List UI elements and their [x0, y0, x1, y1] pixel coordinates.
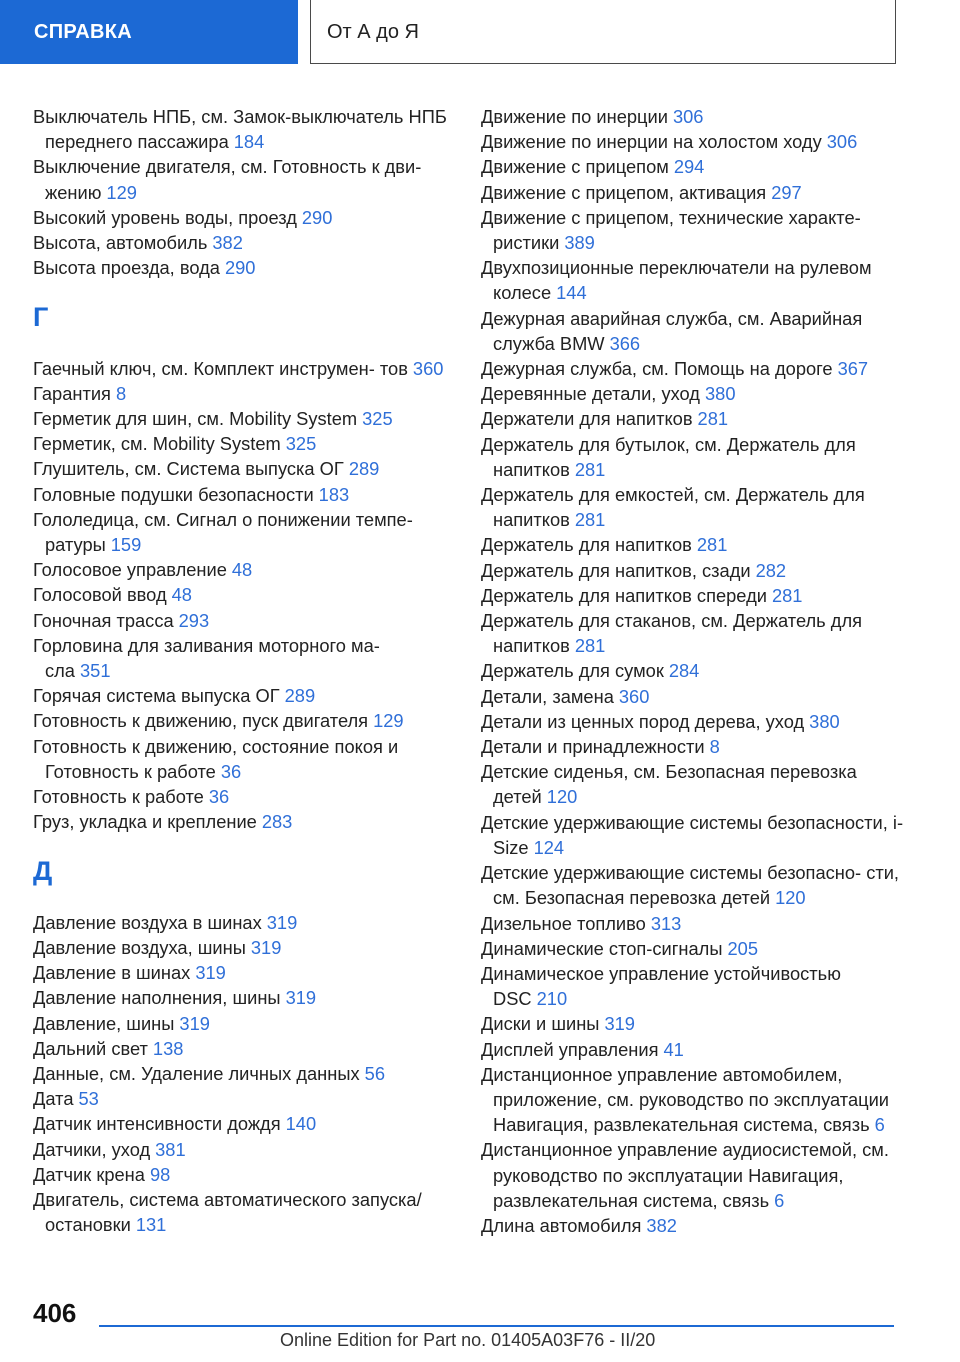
index-page-link[interactable]: 6: [874, 1114, 885, 1136]
index-entry-text: Динамические стоп-сигналы: [481, 937, 723, 959]
index-page-link[interactable]: 306: [672, 106, 704, 127]
index-entry-text: Герметик для шин, см. Mobility System: [33, 408, 358, 430]
index-entry: [481, 860, 911, 910]
index-entry-text: Голосовой ввод: [33, 584, 167, 606]
index-entry: [481, 381, 911, 406]
index-page-link[interactable]: 306: [826, 131, 858, 153]
index-page-link[interactable]: 144: [556, 282, 587, 304]
index-page-link[interactable]: 380: [704, 383, 736, 405]
index-entry: [33, 406, 448, 431]
index-letter-heading: Д: [33, 856, 53, 887]
index-entry-text: Давление воздуха, шины: [33, 936, 246, 958]
index-page-link[interactable]: 367: [837, 358, 869, 380]
index-page-link[interactable]: 53: [78, 1088, 99, 1110]
index-page-link[interactable]: 290: [301, 206, 333, 228]
index-entry-text: Горячая система выпуска ОГ: [33, 685, 280, 707]
index-page-link[interactable]: 289: [348, 458, 380, 480]
index-entry-text: Гарантия: [33, 382, 111, 404]
index-entry: [33, 582, 448, 607]
index-page-link[interactable]: 48: [171, 584, 192, 606]
index-page-link[interactable]: 382: [212, 232, 243, 254]
index-entry: [33, 557, 448, 582]
index-page-link[interactable]: 56: [364, 1062, 385, 1084]
index-page-link[interactable]: 281: [574, 458, 606, 480]
index-entry: [481, 129, 911, 154]
index-entry: [33, 456, 448, 481]
index-entry-text: Дежурная аварийная служба, см. Аварийная служба BMW: [481, 307, 863, 354]
index-entry-text: Длина автомобиля: [481, 1214, 642, 1236]
index-entry: [481, 432, 911, 482]
index-page-link[interactable]: 6: [774, 1189, 785, 1211]
index-page-link[interactable]: 319: [195, 962, 226, 984]
index-page-link[interactable]: 290: [224, 257, 256, 279]
index-entry: [33, 104, 448, 154]
index-page-link[interactable]: 8: [115, 382, 127, 404]
index-entry: [33, 1061, 448, 1086]
index-entry-text: Дизельное топливо: [481, 912, 646, 934]
index-page-link[interactable]: 319: [285, 987, 317, 1009]
index-page-link[interactable]: 284: [668, 660, 700, 682]
index-page-link[interactable]: 380: [809, 710, 840, 732]
index-page-link[interactable]: 48: [231, 559, 253, 581]
index-page-link[interactable]: 281: [574, 509, 606, 531]
index-entry: [481, 104, 911, 129]
index-entry-text: Детали, замена: [481, 685, 614, 707]
index-entry: [33, 154, 448, 204]
index-page-link[interactable]: 293: [178, 609, 210, 631]
index-entry: [481, 936, 911, 961]
index-page-link[interactable]: 205: [727, 937, 758, 959]
index-entry: [33, 683, 448, 708]
index-entry-text: Гололедица, см. Сигнал о понижении темпе- ратуры: [33, 508, 413, 556]
index-page-link[interactable]: 281: [697, 408, 729, 430]
index-entry-text: Глушитель, см. Система выпуска ОГ: [33, 458, 344, 480]
section-tab-reference[interactable]: СПРАВКА: [0, 0, 298, 64]
index-entry-text: Детские удерживающие системы безопасности, i-Size: [481, 811, 904, 858]
index-entry-text: Готовность к движению, состояние покоя и Готовность к работе: [33, 735, 399, 782]
index-page-link[interactable]: 381: [155, 1138, 186, 1160]
index-entry-text: Держатель для напитков спереди: [481, 584, 767, 606]
index-entry-text: Данные, см. Удаление личных данных: [33, 1062, 360, 1084]
index-page-link[interactable]: 282: [755, 559, 787, 581]
index-entry-text: Голосовое управление: [33, 559, 227, 581]
index-page-link[interactable]: 210: [536, 988, 568, 1010]
index-page-link[interactable]: 98: [149, 1163, 171, 1185]
index-page-link[interactable]: 360: [618, 685, 650, 707]
index-entry-text: Держатель для стаканов, см. Держатель для напитков: [481, 610, 863, 657]
index-page-link[interactable]: 120: [775, 887, 806, 909]
index-entry-text: Дежурная служба, см. Помощь на дороге: [481, 358, 833, 380]
index-entry-text: Держатель для бутылок, см. Держатель для напитков: [481, 433, 856, 480]
index-entry-text: Гаечный ключ, см. Комплект инструмен- тов: [33, 357, 408, 379]
index-entry-text: Динамическое управление устойчивостью DSC: [481, 962, 841, 1010]
index-page-link[interactable]: 131: [135, 1214, 167, 1236]
index-entry-text: Давление воздуха в шинах: [33, 911, 262, 933]
index-entry: [33, 230, 448, 255]
index-page-link[interactable]: 140: [285, 1113, 317, 1135]
index-page-link[interactable]: 325: [362, 408, 393, 430]
index-entry: [481, 961, 911, 1011]
index-entry: [33, 784, 448, 809]
index-page-link[interactable]: 281: [696, 534, 728, 556]
index-entry: [481, 154, 911, 179]
index-entry: [33, 507, 448, 557]
index-entry-text: Движение с прицепом, активация: [481, 181, 767, 203]
index-entry-text: Держатели для напитков: [481, 408, 693, 430]
index-entry: [481, 205, 911, 255]
index-entry: [33, 381, 448, 406]
index-page-link[interactable]: 366: [609, 332, 641, 354]
index-entry-text: Диски и шины: [481, 1013, 600, 1035]
index-entry-text: Давление в шинах: [33, 962, 191, 984]
index-entry-text: Высокий уровень воды, проезд: [33, 206, 297, 228]
index-page-link[interactable]: 360: [412, 357, 444, 379]
index-entry: [481, 532, 911, 557]
index-page-link[interactable]: 319: [604, 1013, 635, 1035]
index-entry-text: Дистанционное управление автомобилем, приложение, см. руководство по эксплуатации Навигация, развлекательная система, связь: [481, 1063, 890, 1136]
index-entry: [33, 1162, 448, 1187]
index-entry-text: Готовность к работе: [33, 786, 204, 808]
index-entry-text: Герметик, см. Mobility System: [33, 433, 281, 455]
index-entry-text: Давление, шины: [33, 1012, 175, 1034]
index-entry: [481, 306, 911, 356]
index-column-left: [33, 104, 448, 1237]
index-entry-text: Готовность к движению, пуск двигателя: [33, 710, 369, 732]
index-entry-text: Детские сиденья, см. Безопасная перевозка детей: [481, 761, 857, 808]
index-entry-text: Горловина для заливания моторного ма- сла: [33, 634, 380, 682]
index-entry-text: Двигатель, система автоматического запуска/ остановки: [33, 1188, 422, 1236]
index-page-link[interactable]: 159: [110, 534, 142, 556]
index-entry-text: Движение по инерции: [481, 106, 668, 127]
index-entry: [33, 482, 448, 507]
index-entry-text: Дистанционное управление аудиосистемой, см. руководство по эксплуатации Навигация, развлекательная система, связь: [481, 1139, 889, 1211]
index-letter-heading: Г: [33, 302, 49, 333]
index-entry-text: Головные подушки безопасности: [33, 483, 314, 505]
index-page-link[interactable]: 382: [646, 1214, 677, 1236]
index-entry: [481, 810, 911, 860]
index-page-link[interactable]: 41: [663, 1038, 684, 1060]
index-entry-text: Дата: [33, 1088, 74, 1110]
index-page-link[interactable]: 313: [650, 912, 682, 934]
index-page-link[interactable]: 184: [233, 131, 265, 153]
index-entry: [481, 608, 911, 658]
index-entry: [481, 180, 911, 205]
index-entry: [481, 583, 911, 608]
index-entry: [481, 759, 911, 809]
index-page-link[interactable]: 351: [79, 660, 111, 682]
index-entry: [33, 809, 448, 834]
index-entry-text: Датчики, уход: [33, 1138, 151, 1160]
index-entry: [33, 1137, 448, 1162]
index-entry-text: Высота проезда, вода: [33, 257, 220, 279]
index-entry: [481, 1011, 911, 1036]
index-page-link[interactable]: 297: [771, 181, 802, 203]
index-entry: [481, 1062, 911, 1138]
index-entry-text: Держатель для емкостей, см. Держатель для напитков: [481, 484, 865, 531]
index-column-right: [481, 104, 911, 1238]
index-entry-text: Деревянные детали, уход: [481, 383, 700, 405]
index-entry-text: Двухпозиционные переключатели на рулевом колесе: [481, 257, 872, 304]
index-page-link[interactable]: 120: [546, 786, 578, 808]
index-entry-text: Дисплей управления: [481, 1038, 659, 1060]
index-entry: [33, 431, 448, 456]
index-entry-text: Датчик крена: [33, 1163, 145, 1185]
index-entry-text: Детские удерживающие системы безопасно- сти, см. Безопасная перевозка детей: [481, 862, 899, 909]
index-entry: [481, 558, 911, 583]
index-entry-text: Детали и принадлежности: [481, 736, 705, 758]
index-entry: [33, 1036, 448, 1061]
index-entry-text: Высота, автомобиль: [33, 232, 208, 254]
index-page-link[interactable]: 389: [564, 232, 595, 254]
index-entry: [33, 708, 448, 733]
index-entry-text: Движение по инерции на холостом ходу: [481, 131, 822, 153]
index-entry: [33, 1187, 448, 1237]
index-entry-text: Дальний свет: [33, 1037, 148, 1059]
index-page-link[interactable]: 129: [106, 181, 137, 203]
index-entry: [33, 205, 448, 230]
index-page-link[interactable]: 281: [771, 584, 803, 606]
index-entry: [481, 658, 911, 683]
index-entry-text: Датчик интенсивности дождя: [33, 1113, 281, 1135]
index-entry: [481, 482, 911, 532]
index-page-link[interactable]: 124: [533, 836, 565, 858]
index-entry-text: Держатель для напитков, сзади: [481, 559, 751, 581]
index-entry: [481, 1137, 911, 1213]
index-page-link[interactable]: 281: [574, 635, 606, 657]
index-entry-text: Движение с прицепом, технические характе- ристики: [481, 206, 861, 254]
index-entry: [481, 709, 911, 734]
footer-divider: [99, 1325, 894, 1327]
index-entry-text: Гоночная трасса: [33, 609, 174, 631]
index-page-link[interactable]: 325: [285, 433, 317, 455]
index-entry: [33, 633, 448, 683]
index-entry-text: Детали из ценных пород дерева, уход: [481, 710, 805, 732]
index-entry: [481, 911, 911, 936]
index-entry: [481, 684, 911, 709]
edition-note: Online Edition for Part no. 01405A03F76 - II/20: [280, 1330, 656, 1350]
index-entry-text: Выключатель НПБ, см. Замок-выключатель НПБ переднего пассажира: [33, 106, 447, 153]
index-entry: [33, 910, 448, 935]
index-page-link[interactable]: 36: [220, 760, 242, 782]
index-entry-text: Держатель для напитков: [481, 534, 692, 556]
index-entry-text: Давление наполнения, шины: [33, 987, 281, 1009]
index-entry: [33, 935, 448, 960]
index-entry-text: Выключение двигателя, см. Готовность к дви- жению: [33, 156, 422, 203]
index-page-link[interactable]: 319: [266, 911, 298, 933]
index-entry: [481, 356, 911, 381]
page-number: 406: [33, 1298, 77, 1328]
index-entry: [481, 406, 911, 431]
index-entry: [33, 1086, 448, 1111]
index-entry: [481, 1037, 911, 1062]
index-page-link[interactable]: 138: [152, 1037, 184, 1059]
index-page-link[interactable]: 129: [373, 710, 404, 732]
index-page-link[interactable]: 294: [673, 156, 705, 178]
index-page-link[interactable]: 283: [261, 811, 293, 833]
index-entry: [33, 960, 448, 985]
index-entry-text: Движение с прицепом: [481, 156, 669, 178]
index-page-link[interactable]: 36: [208, 786, 230, 808]
index-entry: [33, 255, 448, 280]
index-page-link[interactable]: 319: [250, 936, 282, 958]
index-entry: [33, 608, 448, 633]
index-page-link[interactable]: 319: [179, 1012, 210, 1034]
index-entry-text: Держатель для сумок: [481, 660, 664, 682]
index-entry: [481, 734, 911, 759]
index-page-link[interactable]: 289: [284, 685, 316, 707]
index-entry: [481, 255, 911, 305]
index-entry: [33, 356, 448, 381]
index-entry: [481, 1213, 911, 1238]
index-entry: [33, 1011, 448, 1036]
index-entry-text: Груз, укладка и крепление: [33, 811, 257, 833]
index-page-link[interactable]: 8: [709, 736, 720, 758]
index-entry: [33, 1111, 448, 1136]
index-entry: [33, 985, 448, 1010]
index-page-link[interactable]: 183: [318, 483, 350, 505]
index-entry: [33, 734, 448, 784]
page-title: От А до Я: [310, 0, 896, 64]
